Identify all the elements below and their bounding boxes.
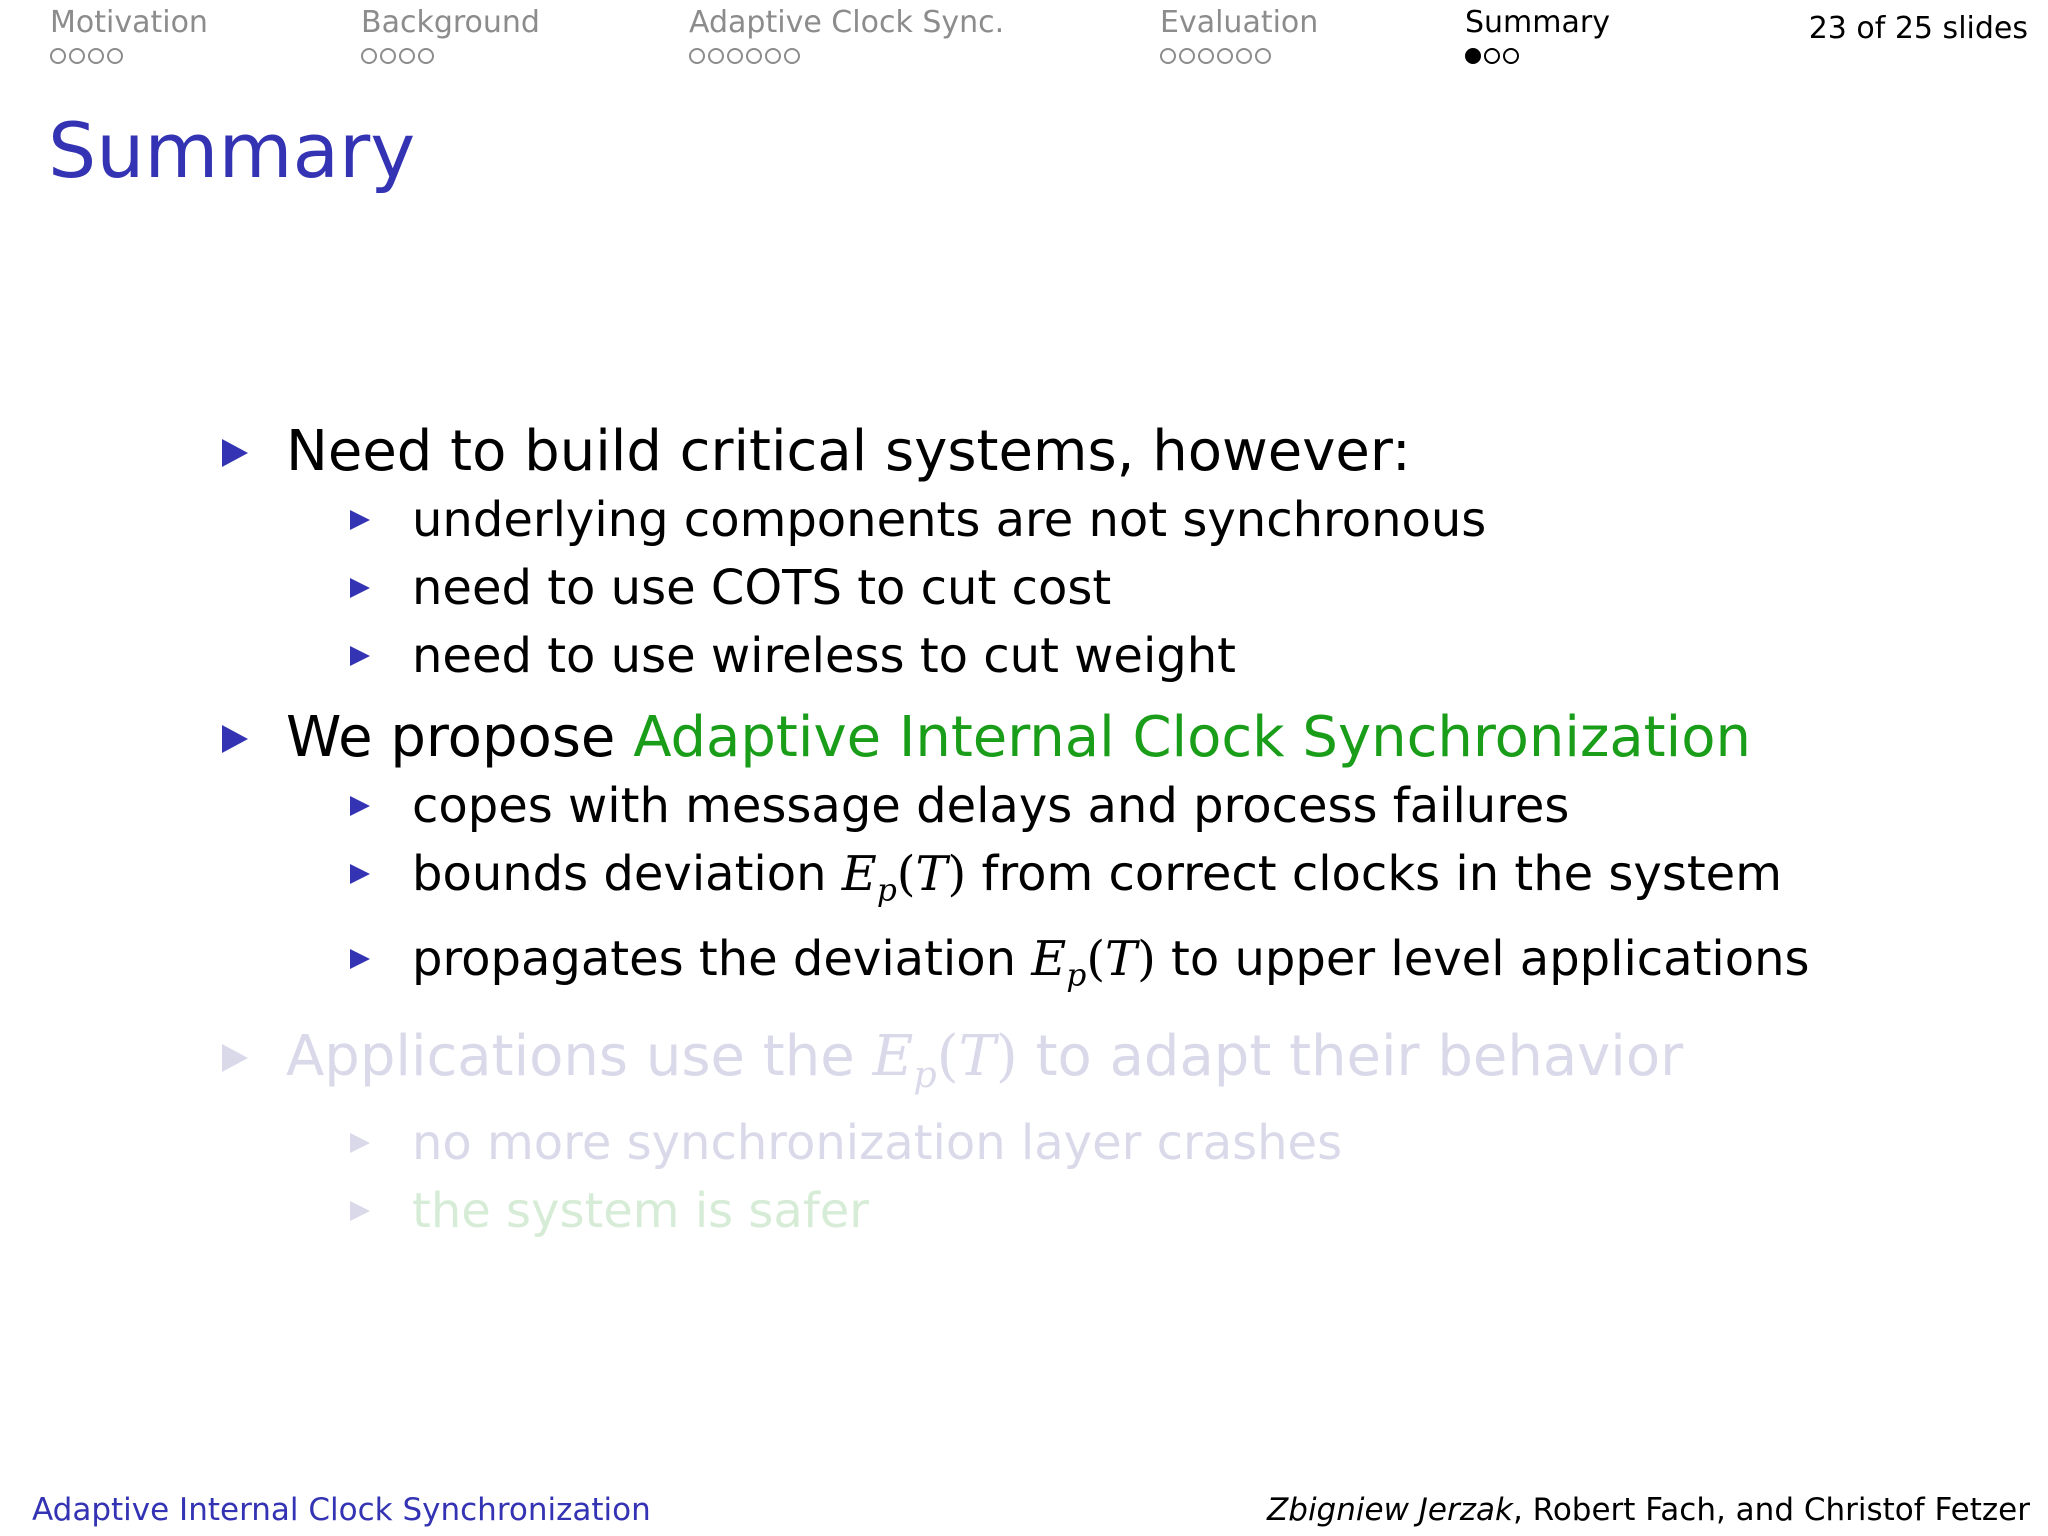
sub-bullet-item-faded [220,1109,2020,1177]
bullet-triangle-icon [222,1044,248,1072]
footer-authors [1267,1492,2030,1528]
math-paren: ( [896,846,916,902]
bullet-triangle-icon [350,578,370,598]
math-expression [841,846,897,909]
math-expression [872,1024,937,1097]
bullet-item [220,704,2020,772]
math-paren: ) [1137,930,1156,987]
nav-section-dots [361,48,540,64]
footer-talk-title: Adaptive Internal Clock Synchronization [32,1492,651,1528]
slide-title: Summary [48,106,416,195]
slide-dot[interactable] [107,48,123,64]
nav-section-label: Motivation [50,5,208,40]
bullet-text: We propose [286,705,634,770]
nav-section-dots [1465,48,1610,64]
sub-bullet-item [220,486,2020,554]
slide-dot[interactable] [1160,48,1176,64]
slide-dot[interactable] [399,48,415,64]
slide-content [220,418,2020,1245]
nav-section-label: Evaluation [1160,5,1319,40]
slide-dot[interactable] [69,48,85,64]
slide-dot[interactable] [1255,48,1271,64]
slide-dot[interactable] [1179,48,1195,64]
bullet-text: Applications use the [286,1024,873,1090]
current-slide-dot[interactable] [1465,48,1481,64]
slide-dot[interactable] [784,48,800,64]
slide-dot[interactable] [1217,48,1233,64]
slide-dot[interactable] [50,48,66,64]
math-subscript: p [913,1053,937,1097]
nav-section-summary[interactable] [1465,6,1610,64]
sub-bullet-item [220,840,2020,925]
bullet-triangle-icon [350,510,370,530]
bullet-text: Need to build critical systems, however: [286,419,1411,484]
sub-bullet-item [220,554,2020,622]
slide-dot[interactable] [765,48,781,64]
math-expression [1031,930,1087,994]
slide-dot[interactable] [1236,48,1252,64]
slide-counter: 23 of 25 slides [1808,11,2028,46]
bullet-item-faded [220,1023,2020,1109]
slide-dot[interactable] [418,48,434,64]
sub-bullet-text: need to use wireless to cut weight [412,628,1236,684]
math-symbol: T [915,846,948,902]
sub-bullet-text: need to use COTS to cut cost [412,560,1112,616]
nav-section-background[interactable] [361,6,540,64]
other-authors: , Robert Fach, and Christof Fetzer [1512,1492,2030,1528]
slide-dot[interactable] [361,48,377,64]
math-symbol: E [1031,930,1067,987]
bullet-item [220,418,2020,486]
sub-bullet-text: bounds deviation [412,846,842,902]
nav-section-evaluation[interactable] [1160,6,1318,64]
nav-section-adaptive-clock-sync[interactable] [689,6,1004,64]
sub-bullet-text: underlying components are not synchronous [412,492,1487,548]
nav-section-label: Adaptive Clock Sync. [689,5,1005,40]
section-navigation [0,6,2048,76]
math-subscript: p [1066,957,1087,994]
highlight-text: Adaptive Internal Clock Synchronization [633,705,1751,770]
slide-dot[interactable] [88,48,104,64]
sub-bullet-text: copes with message delays and process failures [412,778,1570,834]
nav-section-dots [1160,48,1318,64]
bullet-triangle-icon [350,864,370,884]
sub-bullet-text: no more synchronization layer crashes [412,1115,1343,1172]
bullet-triangle-icon [222,439,248,467]
sub-bullet-text: propagates the deviation [412,930,1032,987]
nav-section-motivation[interactable] [50,6,208,64]
nav-section-label: Background [361,5,540,40]
lead-author: Zbigniew Jerzak [1267,1492,1513,1528]
slide-dot[interactable] [708,48,724,64]
math-subscript: p [876,872,897,909]
math-paren: ) [995,1024,1018,1090]
math-paren: ( [936,1024,959,1090]
sub-bullet-text: the system is safer [412,1183,870,1240]
sub-bullet-item [220,622,2020,690]
sub-bullet-item [220,772,2020,840]
slide-dot[interactable] [1484,48,1500,64]
sub-bullet-text: from correct clocks in the system [966,846,1782,902]
math-paren: ( [1086,930,1106,987]
nav-section-dots [50,48,208,64]
sub-bullet-item-faded [220,1177,2020,1245]
bullet-triangle-icon [222,725,248,753]
slide-dot[interactable] [1503,48,1519,64]
nav-section-dots [689,48,1004,64]
bullet-triangle-icon [350,1201,370,1221]
slide-dot[interactable] [746,48,762,64]
sub-bullet-text: to upper level applications [1155,930,1810,987]
bullet-triangle-icon [350,646,370,666]
bullet-triangle-icon [350,1133,370,1153]
sub-bullet-item [220,925,2020,1010]
slide-dot[interactable] [689,48,705,64]
math-symbol: T [1105,930,1138,987]
bullet-text: to adapt their behavior [1017,1024,1684,1090]
math-symbol: T [958,1024,996,1090]
slide-dot[interactable] [727,48,743,64]
nav-section-label: Summary [1465,5,1610,40]
bullet-triangle-icon [350,949,370,969]
math-symbol: E [841,846,877,902]
math-symbol: E [872,1024,914,1090]
slide-dot[interactable] [380,48,396,64]
slide-dot[interactable] [1198,48,1214,64]
bullet-triangle-icon [350,796,370,816]
math-paren: ) [947,846,967,902]
